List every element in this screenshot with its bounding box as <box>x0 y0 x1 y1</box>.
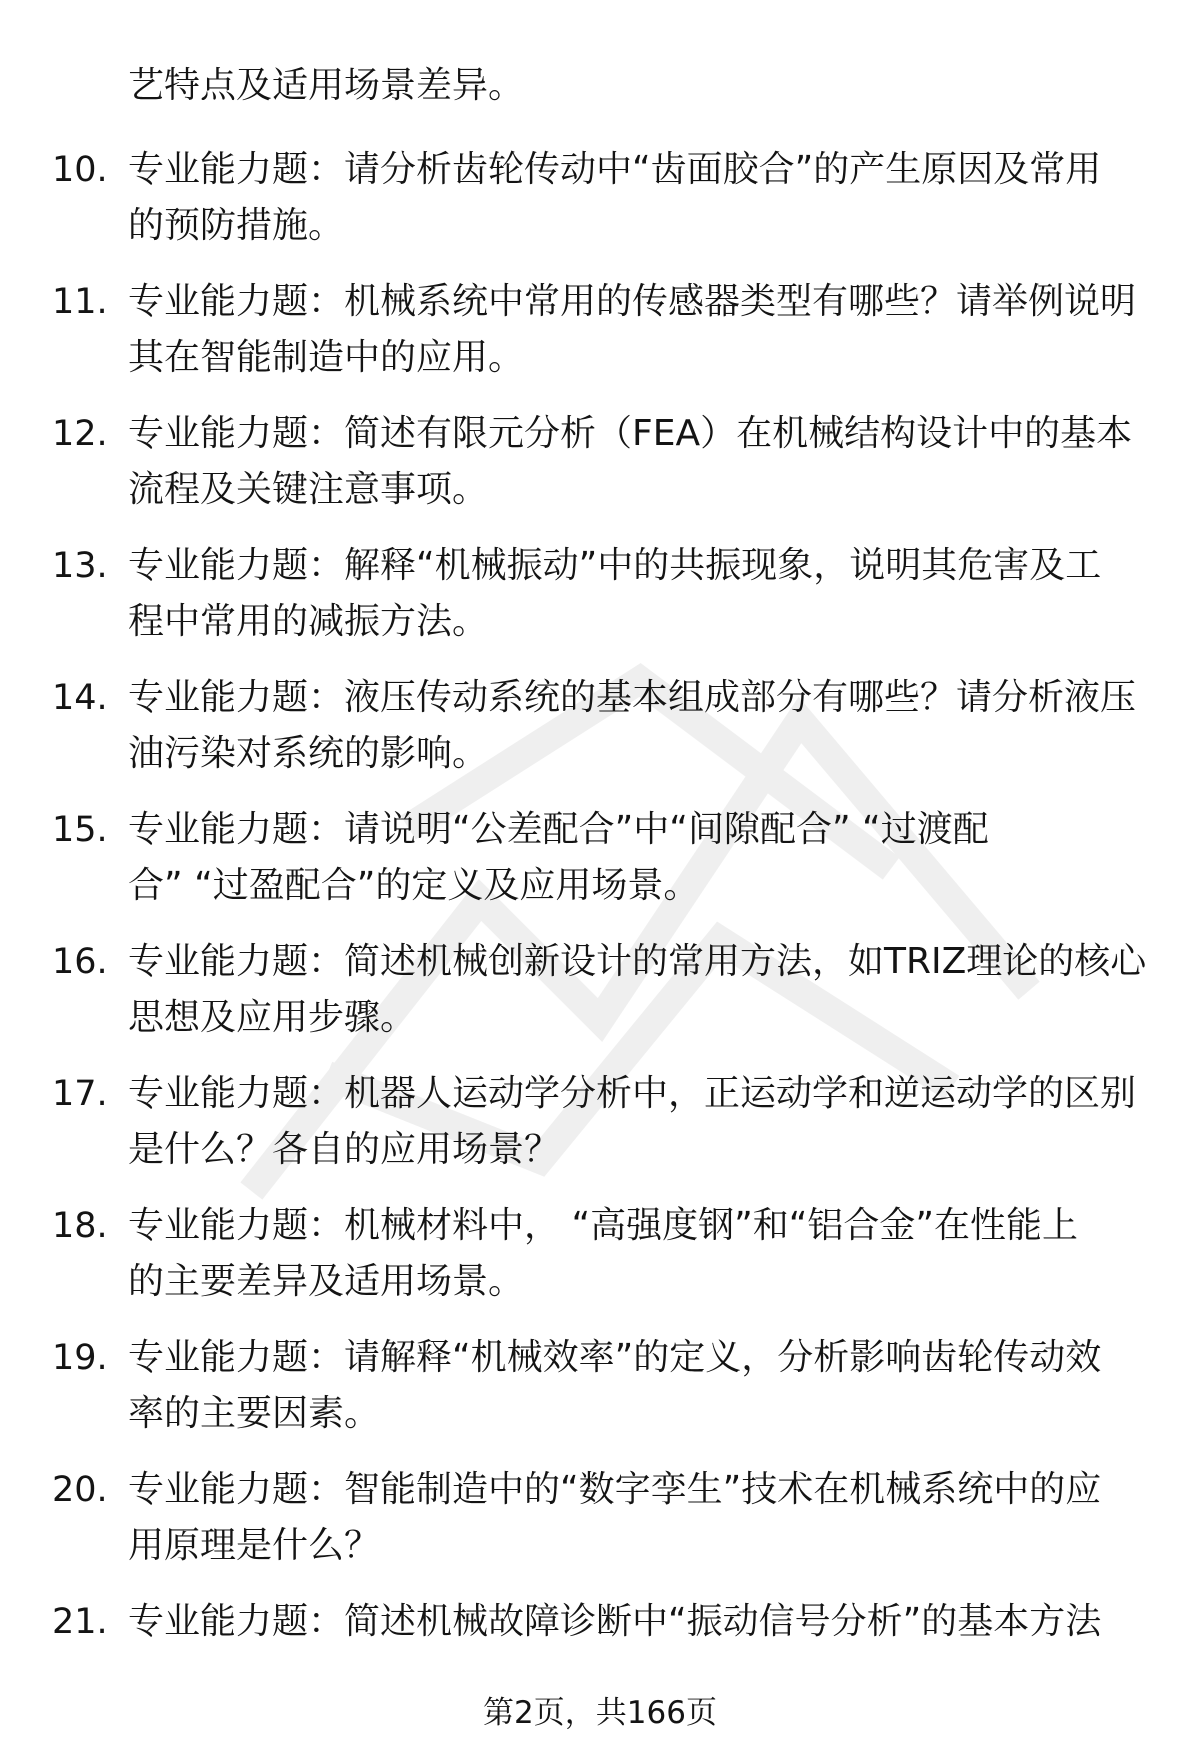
question-number: 20. <box>52 1470 108 1510</box>
question-line: 专业能力题：液压传动系统的基本组成部分有哪些？请分析液压 <box>128 677 1137 718</box>
list-item <box>0 934 1200 1066</box>
list-item <box>0 406 1200 538</box>
question-number: 21. <box>52 1602 108 1642</box>
question-number: 16. <box>52 942 108 982</box>
question-number: 14. <box>52 678 108 718</box>
question-line: 专业能力题：解释“机械振动”中的共振现象，说明其危害及工 <box>128 545 1102 586</box>
question-number: 13. <box>52 546 108 586</box>
question-number: 11. <box>52 282 108 322</box>
question-line: 的主要差异及适用场景。 <box>128 1261 525 1302</box>
question-line: 是什么？各自的应用场景？ <box>128 1129 561 1170</box>
question-line: 专业能力题：请说明“公差配合”中“间隙配合” “过渡配 <box>128 809 989 850</box>
list-item <box>0 1066 1200 1198</box>
question-line: 专业能力题：请分析齿轮传动中“齿面胶合”的产生原因及常用 <box>128 149 1102 190</box>
question-line: 合” “过盈配合”的定义及应用场景。 <box>128 865 700 906</box>
list-item <box>0 1462 1200 1594</box>
question-number: 15. <box>52 810 108 850</box>
list-item <box>0 670 1200 802</box>
question-line: 其在智能制造中的应用。 <box>128 337 525 378</box>
question-line: 专业能力题：智能制造中的“数字孪生”技术在机械系统中的应 <box>128 1469 1102 1510</box>
question-text <box>128 1066 1138 1178</box>
question-text <box>128 142 1138 254</box>
question-line: 率的主要因素。 <box>128 1393 381 1434</box>
question-text <box>128 406 1138 518</box>
question-line: 的预防措施。 <box>128 205 345 246</box>
continuation-text: 艺特点及适用场景差异。 <box>128 65 525 106</box>
question-line: 用原理是什么？ <box>128 1525 381 1566</box>
page-footer: 第2页，共166页 <box>483 1695 717 1731</box>
question-line: 油污染对系统的影响。 <box>128 733 489 774</box>
question-text <box>128 1330 1138 1442</box>
list-item <box>0 142 1200 274</box>
question-line: 流程及关键注意事项。 <box>128 469 489 510</box>
question-text <box>128 1594 1138 1650</box>
list-item <box>0 274 1200 406</box>
list-item <box>0 538 1200 670</box>
question-number: 17. <box>52 1074 108 1114</box>
list-item <box>0 1330 1200 1462</box>
list-item <box>0 802 1200 934</box>
question-text <box>128 1198 1138 1310</box>
question-text <box>128 934 1147 1046</box>
question-list <box>0 142 1200 1726</box>
question-line: 专业能力题：机械材料中， “高强度钢”和“铝合金”在性能上 <box>128 1205 1079 1246</box>
question-line: 思想及应用步骤。 <box>128 997 417 1038</box>
question-text <box>128 802 1138 914</box>
question-text <box>128 1462 1138 1574</box>
question-line: 程中常用的减振方法。 <box>128 601 489 642</box>
question-number: 10. <box>52 150 108 190</box>
question-text <box>128 274 1138 386</box>
question-text <box>128 670 1138 782</box>
question-number: 18. <box>52 1206 108 1246</box>
question-number: 19. <box>52 1338 108 1378</box>
question-line: 专业能力题：简述机械创新设计的常用方法，如TRIZ理论的核心 <box>128 941 1147 982</box>
question-line: 专业能力题：简述机械故障诊断中“振动信号分析”的基本方法 <box>128 1601 1102 1642</box>
list-item <box>0 1198 1200 1330</box>
question-line: 专业能力题：机械系统中常用的传感器类型有哪些？请举例说明 <box>128 281 1137 322</box>
question-line: 专业能力题：简述有限元分析（FEA）在机械结构设计中的基本 <box>128 413 1133 454</box>
question-text <box>128 538 1138 650</box>
question-number: 12. <box>52 414 108 454</box>
question-line: 专业能力题：请解释“机械效率”的定义，分析影响齿轮传动效 <box>128 1337 1102 1378</box>
question-line: 专业能力题：机器人运动学分析中，正运动学和逆运动学的区别 <box>128 1073 1137 1114</box>
